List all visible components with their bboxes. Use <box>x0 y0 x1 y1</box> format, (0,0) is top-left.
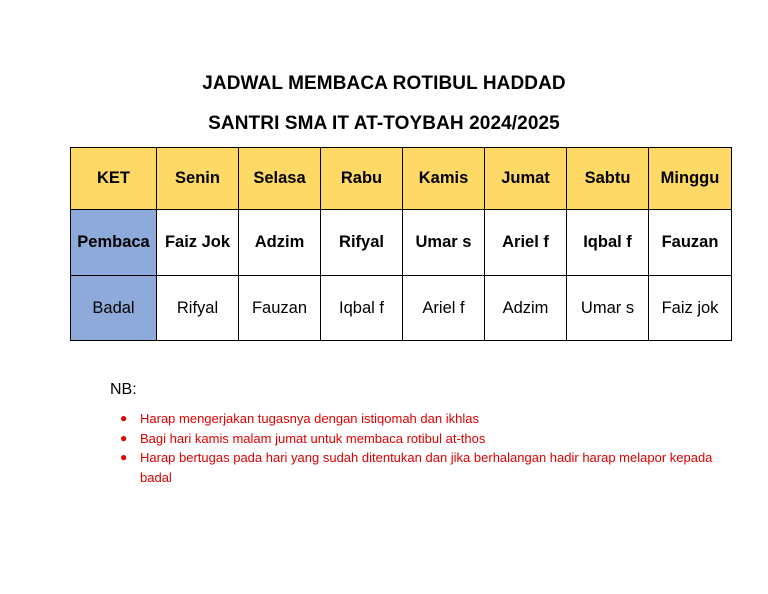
header-cell-selasa: Selasa <box>239 148 321 210</box>
schedule-table <box>70 147 732 341</box>
document-subtitle: SANTRI SMA IT AT-TOYBAH 2024/2025 <box>208 113 560 134</box>
list-item <box>120 409 730 429</box>
table-cell: Faiz Jok <box>157 210 239 276</box>
table-cell: Rifyal <box>157 276 239 341</box>
header-cell-minggu: Minggu <box>649 148 732 210</box>
table-row-pembaca <box>71 210 732 276</box>
bullet-icon: ● <box>120 411 128 425</box>
table-cell: Umar s <box>403 210 485 276</box>
row-label-badal: Badal <box>71 276 157 341</box>
table-cell: Umar s <box>567 276 649 341</box>
bullet-icon: ● <box>120 450 128 464</box>
list-item <box>120 429 730 449</box>
header-cell-ket: KET <box>71 148 157 210</box>
table-cell: Rifyal <box>321 210 403 276</box>
table-cell: Ariel f <box>485 210 567 276</box>
table-cell: Fauzan <box>649 210 732 276</box>
bullet-icon: ● <box>120 430 128 445</box>
table-row-badal <box>71 276 732 341</box>
header-cell-jumat: Jumat <box>485 148 567 210</box>
table-cell: Adzim <box>485 276 567 341</box>
header-cell-sabtu: Sabtu <box>567 148 649 210</box>
table-cell: Fauzan <box>239 276 321 341</box>
table-cell: Iqbal f <box>321 276 403 341</box>
header-cell-senin: Senin <box>157 148 239 210</box>
table-cell: Iqbal f <box>567 210 649 276</box>
note-text: Harap bertugas pada hari yang sudah ditentukan dan jika berhalangan hadir harap melapor kepada badal <box>140 450 713 485</box>
table-cell: Faiz jok <box>649 276 732 341</box>
header-cell-rabu: Rabu <box>321 148 403 210</box>
table-cell: Ariel f <box>403 276 485 341</box>
note-text: Bagi hari kamis malam jumat untuk membaca rotibul at-thos <box>140 430 486 446</box>
header-cell-kamis: Kamis <box>403 148 485 210</box>
notes-heading: NB: <box>110 381 137 398</box>
row-label-pembaca: Pembaca <box>71 210 157 276</box>
note-text: Harap mengerjakan tugasnya dengan istiqomah dan ikhlas <box>140 411 479 426</box>
table-cell: Adzim <box>239 210 321 276</box>
document-title: JADWAL MEMBACA ROTIBUL HADDAD <box>202 73 566 94</box>
notes-list <box>110 409 730 487</box>
table-header-row <box>71 148 732 210</box>
list-item <box>120 448 730 487</box>
